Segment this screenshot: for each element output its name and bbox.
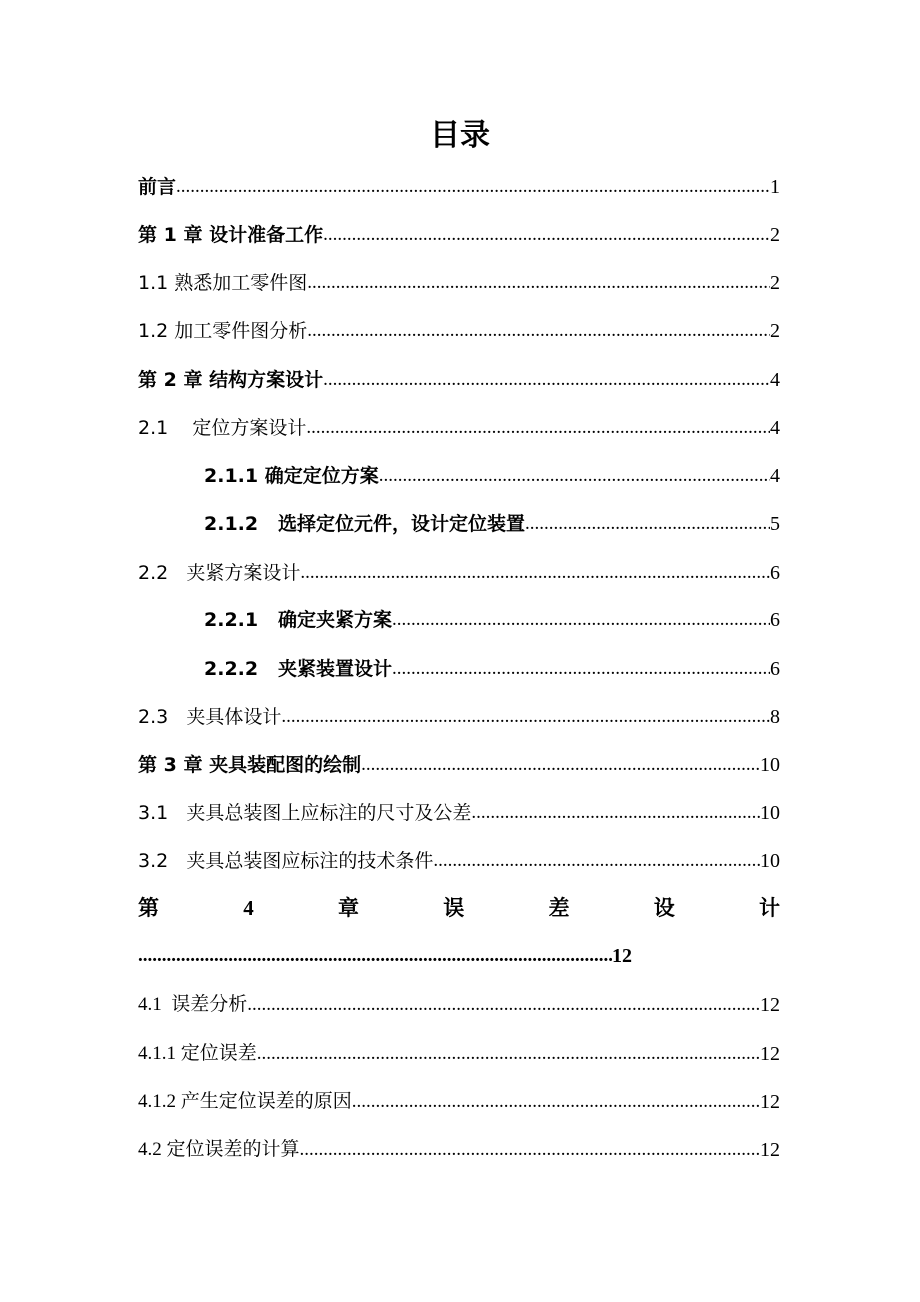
dot-leader [300,1135,760,1165]
chapter4-word: 章 [338,896,359,920]
toc-entry-label: 2.1 定位方案设计 [138,417,307,439]
toc-page-number: 12 [760,1139,780,1161]
toc-entry-2-3[interactable] [138,702,780,732]
toc-entry-label: 4.1.2 产生定位误差的原因 [138,1091,352,1112]
toc-entry-3-1[interactable] [138,798,780,828]
toc-entry-label: 2.1.1 确定定位方案 [204,465,379,487]
dot-leader [433,846,760,876]
toc-page-number: 6 [770,609,780,631]
toc-entry-label: 第 1 章 设计准备工作 [138,224,324,246]
toc-entry-label: 1.1 熟悉加工零件图 [138,272,308,294]
toc-page-number: 12 [760,1091,780,1113]
dot-leader [379,461,770,491]
dot-leader [138,941,612,971]
toc-entry-4-1-2[interactable] [138,1087,780,1117]
dot-leader [323,220,770,250]
toc-entry-chapter-1[interactable] [138,220,780,250]
toc-entry-label: 3.1 夹具总装图上应标注的尺寸及公差 [138,802,472,824]
toc-entry-4-2[interactable] [138,1135,780,1165]
dot-leader [247,990,760,1020]
page-title: 目录 [430,118,490,153]
dot-leader [306,413,770,443]
dot-leader [525,509,770,539]
toc-entry-label: 2.2 夹紧方案设计 [138,562,301,584]
toc-entry-chapter-2[interactable] [138,365,780,395]
toc-entry-preface[interactable] [138,172,780,202]
toc-page-number: 2 [770,224,780,246]
chapter4-word: 4 [243,896,254,920]
toc-entry-4-1-1[interactable] [138,1039,780,1069]
toc-entry-chapter-3[interactable] [138,750,780,780]
dot-leader [307,316,770,346]
dot-leader [176,172,770,202]
chapter4-word: 设 [653,896,675,920]
toc-page-number: 10 [760,802,780,824]
toc-entry-label: 2.2.2 夹紧装置设计 [204,658,392,680]
toc-page-number: 4 [770,417,780,439]
toc-entry-3-2[interactable] [138,846,780,876]
toc-entry-label: 3.2 夹具总装图应标注的技术条件 [138,850,434,872]
dot-leader [307,268,770,298]
dot-leader [281,702,770,732]
toc-page-number: 5 [770,513,780,535]
dot-leader [323,365,770,395]
dot-leader [392,654,770,684]
toc-entry-2-1-2[interactable] [204,509,780,539]
toc-entry-1-1[interactable] [138,268,780,298]
toc-entry-label: 2.3 夹具体设计 [138,706,282,728]
toc-entry-2-2[interactable] [138,558,780,588]
dot-leader [392,605,770,635]
toc-page-number: 2 [770,320,780,342]
dot-leader [361,750,760,780]
toc-entry-label: 前言 [138,176,177,198]
toc-page-number: 10 [760,754,780,776]
toc-entry-label: 1.2 加工零件图分析 [138,320,308,342]
toc-entry-chapter-4-continuation[interactable] [138,941,632,971]
dot-leader [471,798,760,828]
toc-page-number: 2 [770,272,780,294]
toc-entry-chapter-4[interactable] [138,891,780,925]
toc-page-number: 6 [770,658,780,680]
toc-entry-4-1[interactable] [138,990,780,1020]
toc-entry-label: 第 3 章 夹具装配图的绘制 [138,754,362,776]
toc-page-number: 8 [770,706,780,728]
dot-leader [300,558,770,588]
dot-leader [352,1087,760,1117]
toc-page-number: 6 [770,562,780,584]
toc-entry-2-1[interactable] [138,413,780,443]
chapter4-word: 第 [138,896,159,920]
toc-page-number: 1 [770,176,780,198]
toc-entry-label: 第 2 章 结构方案设计 [138,369,324,391]
toc-entry-label: 2.1.2 选择定位元件，设计定位装置 [204,513,525,535]
toc-entry-label: 4.1 误差分析 [138,994,248,1015]
toc-page-number: 10 [760,850,780,872]
chapter4-word: 误 [443,896,465,920]
dot-leader [257,1039,760,1069]
toc-entry-label: 4.2 定位误差的计算 [138,1139,300,1160]
toc-page-number: 4 [770,369,780,391]
toc-entry-1-2[interactable] [138,316,780,346]
toc-entry-label: 2.2.1 确定夹紧方案 [204,609,392,631]
toc-page-number: 12 [760,1043,780,1065]
toc-entry-2-2-1[interactable] [204,605,780,635]
toc-page-number: 12 [612,945,632,967]
chapter4-word: 计 [759,896,780,920]
toc-entry-label: 4.1.1 定位误差 [138,1043,257,1064]
toc-entry-2-1-1[interactable] [204,461,780,491]
toc-page-number: 4 [770,465,780,487]
toc-entry-2-2-2[interactable] [204,654,780,684]
toc-page-number: 12 [760,994,780,1016]
chapter4-word: 差 [548,896,570,920]
